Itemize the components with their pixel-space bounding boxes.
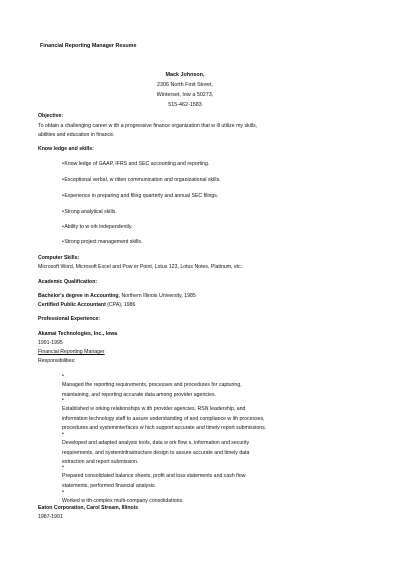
knowledge-item: •Experience in preparing and filing quarterly and annual SEC filings. <box>62 193 219 199</box>
bullet-mark: • <box>62 161 64 167</box>
experience-heading: Professional Experience: <box>38 316 100 322</box>
bullet-mark: • <box>62 209 64 215</box>
bullet-mark: • <box>62 177 64 183</box>
job1-title: Financial Reporting Manager <box>38 349 105 355</box>
contact-phone: 515-462-1583 <box>168 102 202 108</box>
contact-block <box>100 70 270 110</box>
knowledge-item: •Know ledge of GAAP, IFRS and SEC accounting and reporting. <box>62 161 210 167</box>
job1-years: 1991-1995 <box>38 340 63 346</box>
bullet-mark: • <box>62 239 64 245</box>
knowledge-item: •Strong analytical skills. <box>62 209 117 215</box>
job1-bullet: • Developed and adapted analysis tools, data w ork flow s, information and security requirements, and systeminfrastructure design to assure accurate and timely data extraction and report submission. <box>62 431 250 466</box>
job1-company: Akamai Technologies, Inc., Iowa <box>38 331 118 337</box>
contact-name: Mack Johnson, <box>165 72 205 78</box>
contact-street: 2306 North First Street, <box>156 82 214 88</box>
academic-cert: Certified Public Accountant (CPA), 1986 <box>38 302 136 308</box>
objective-line-2: abilities and education in finance. <box>38 132 115 138</box>
academic-degree: Bachelor's degree in Accounting, Northern Illinois University, 1985 <box>38 293 196 299</box>
job2-company: Eaton Corporation, Carol Stream, Illinois <box>38 505 139 511</box>
computer-heading: Computer Skills: <box>38 255 80 261</box>
knowledge-heading: Know ledge and skills: <box>38 146 94 152</box>
job1-bullet: • Managed the reporting requirements, processes and procedures for capturing, maintaining, and reporting accurate data among provider agencies. <box>62 373 242 398</box>
objective-line-1: To obtain a challenging career w ith a progressive finance organization that w ill utilize my skills, <box>38 123 258 129</box>
bullet-mark: • <box>62 224 64 230</box>
academic-heading: Academic Qualification: <box>38 279 98 285</box>
objective-heading: Objective: <box>38 113 64 119</box>
job1-responsibilities-label: Responsibilities: <box>38 358 76 364</box>
job2-years: 1987-1991 <box>38 514 63 520</box>
knowledge-item: •Strong project management skills. <box>62 239 143 245</box>
job1-bullet: • Worked w ith complex multi-company consolidations. <box>62 489 184 505</box>
job1-bullet: • Established w orking relationships w ith provider agencies, RSN leadership, and information technology staff to assure understanding of and compliance w ith processes, procedures and systeminterfaces w hich support accurate and timely report submissions. <box>62 397 267 432</box>
bullet-mark: • <box>62 193 64 199</box>
computer-text: Microsoft Word, Microsoft Excel and Pow er Point, Lotus 123, Lotus Notes, Platinum, etc. <box>38 264 243 270</box>
knowledge-item: •Ability to w ork independently. <box>62 224 133 230</box>
contact-city: Winterset, Iow a 50273, <box>156 92 214 98</box>
job1-bullet: • Prepared consolidated balance sheets, profit and loss statements and cash flow statements, performed financial analysis. <box>62 464 246 489</box>
document-title: Financial Reporting Manager Resume <box>40 43 137 49</box>
knowledge-item: •Exceptional verbal, w ritten communication and organizational skills. <box>62 177 221 183</box>
